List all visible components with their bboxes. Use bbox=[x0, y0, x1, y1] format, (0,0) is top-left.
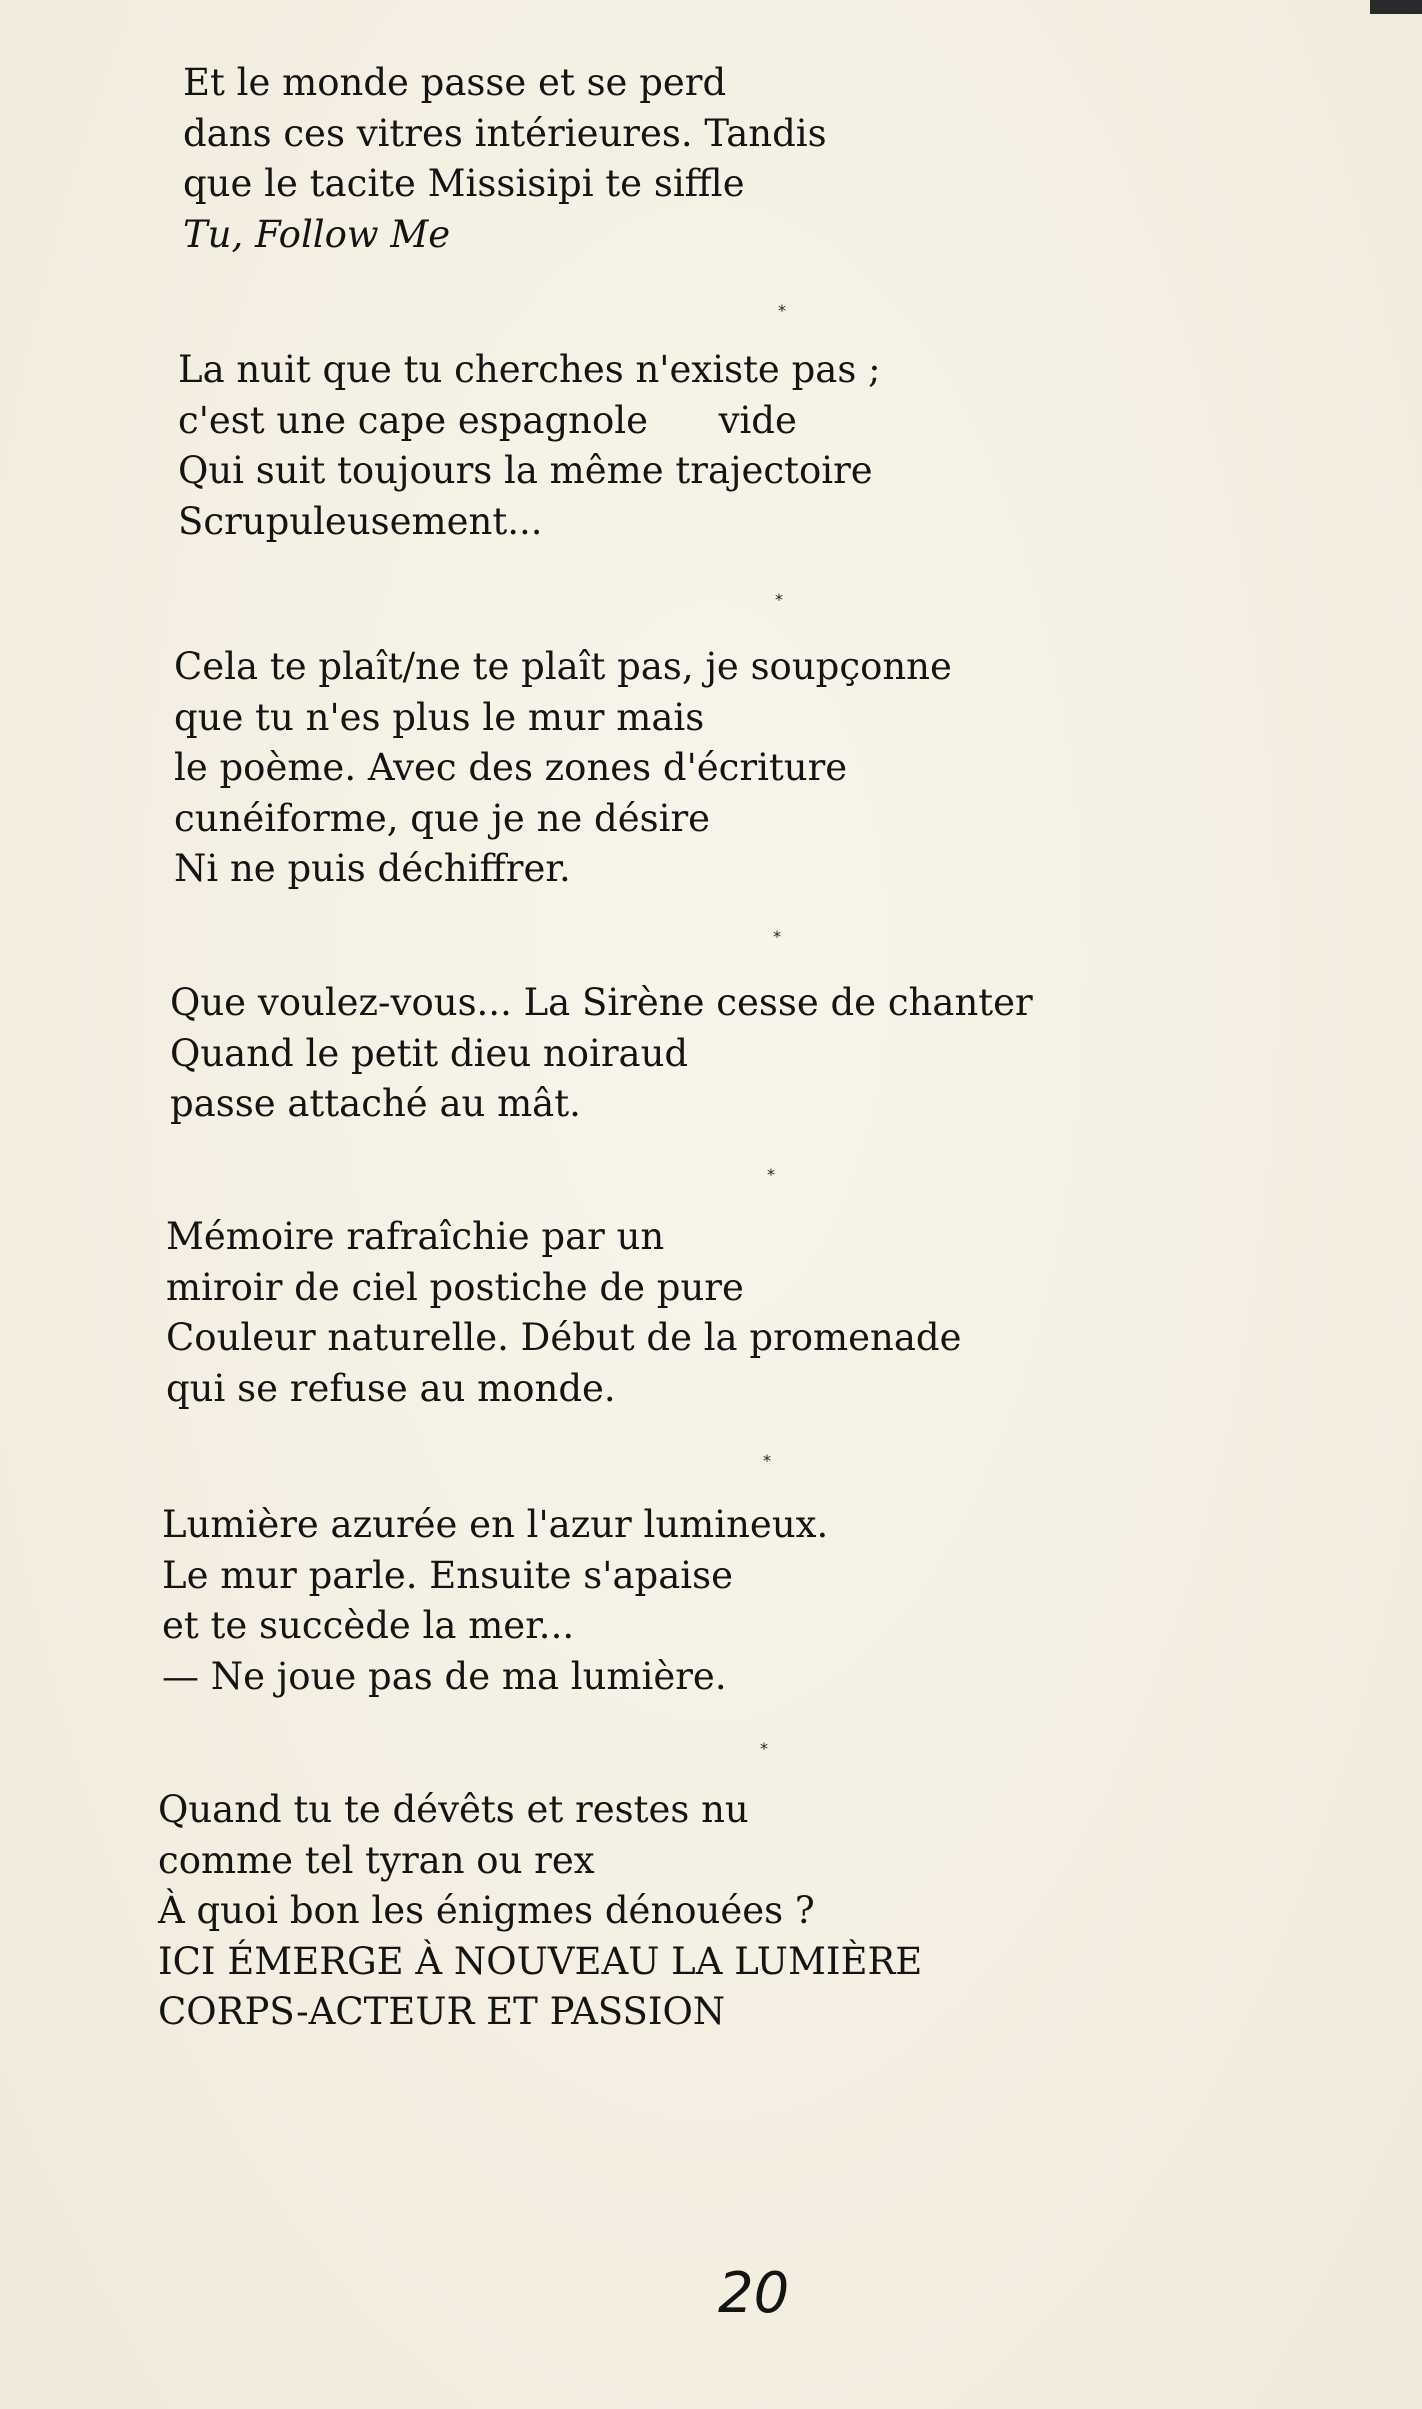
stanza-line: — Ne joue pas de ma lumière. bbox=[162, 1654, 727, 1698]
stanza-line: dans ces vitres intérieures. Tandis bbox=[183, 111, 827, 155]
stanza-line: Quand tu te dévêts et restes nu bbox=[158, 1788, 749, 1831]
separator-star: * bbox=[773, 927, 781, 946]
stanza-line: Ni ne puis déchiffrer. bbox=[174, 847, 571, 890]
stanza-line: Cela te plaît/ne te plaît pas, je soupçonne bbox=[174, 645, 952, 688]
separator-star: * bbox=[767, 1165, 775, 1184]
stanza-line: cunéiforme, que je ne désire bbox=[174, 796, 711, 840]
stanza-line: La nuit que tu cherches n'existe pas ; bbox=[178, 348, 881, 391]
stanza-line: Mémoire rafraîchie par un bbox=[166, 1215, 665, 1258]
stanza-line: Et le monde passe et se perd bbox=[183, 61, 727, 104]
stanza-line: ICI ÉMERGE À NOUVEAU LA LUMIÈRE bbox=[158, 1939, 923, 1983]
stanza-line: que le tacite Missisipi te siffle bbox=[183, 162, 745, 205]
separator-star: * bbox=[775, 590, 783, 609]
stanza-line: CORPS-ACTEUR ET PASSION bbox=[158, 1990, 726, 2033]
stanza-1 bbox=[183, 58, 827, 260]
stanza-line: le poème. Avec des zones d'écriture bbox=[174, 746, 848, 789]
stanza-2 bbox=[178, 345, 881, 547]
stanza-line: c'est une cape espagnole vide bbox=[178, 398, 797, 442]
separator-star: * bbox=[760, 1739, 768, 1758]
stanza-line: qui se refuse au monde. bbox=[166, 1366, 616, 1410]
stanza-line: Que voulez-vous... La Sirène cesse de chanter bbox=[170, 981, 1033, 1024]
stanza-7 bbox=[158, 1785, 922, 2038]
stanza-line: passe attaché au mât. bbox=[170, 1082, 581, 1125]
stanza-line: Scrupuleusement... bbox=[178, 499, 543, 543]
stanza-line: Le mur parle. Ensuite s'apaise bbox=[162, 1553, 733, 1597]
stanza-5 bbox=[166, 1212, 961, 1414]
separator-star: * bbox=[763, 1451, 771, 1470]
corner-mark bbox=[1370, 0, 1422, 14]
stanza-line: Qui suit toujours la même trajectoire bbox=[178, 449, 873, 492]
stanza-line: Couleur naturelle. Début de la promenade bbox=[166, 1316, 962, 1359]
stanza-line-italic: Tu, Follow Me bbox=[183, 212, 451, 256]
stanza-3 bbox=[174, 642, 952, 895]
stanza-line: À quoi bon les énigmes dénouées ? bbox=[158, 1889, 815, 1932]
stanza-line: miroir de ciel postiche de pure bbox=[166, 1265, 744, 1309]
stanza-line: Quand le petit dieu noiraud bbox=[170, 1031, 689, 1075]
stanza-4 bbox=[170, 978, 1033, 1130]
separator-star: * bbox=[778, 301, 786, 320]
stanza-line: comme tel tyran ou rex bbox=[158, 1838, 595, 1882]
page-number: 20 bbox=[718, 2261, 790, 2326]
stanza-6 bbox=[162, 1500, 828, 1702]
stanza-line: Lumière azurée en l'azur lumineux. bbox=[162, 1503, 829, 1546]
stanza-line: que tu n'es plus le mur mais bbox=[174, 695, 705, 739]
stanza-line: et te succède la mer... bbox=[162, 1604, 575, 1647]
